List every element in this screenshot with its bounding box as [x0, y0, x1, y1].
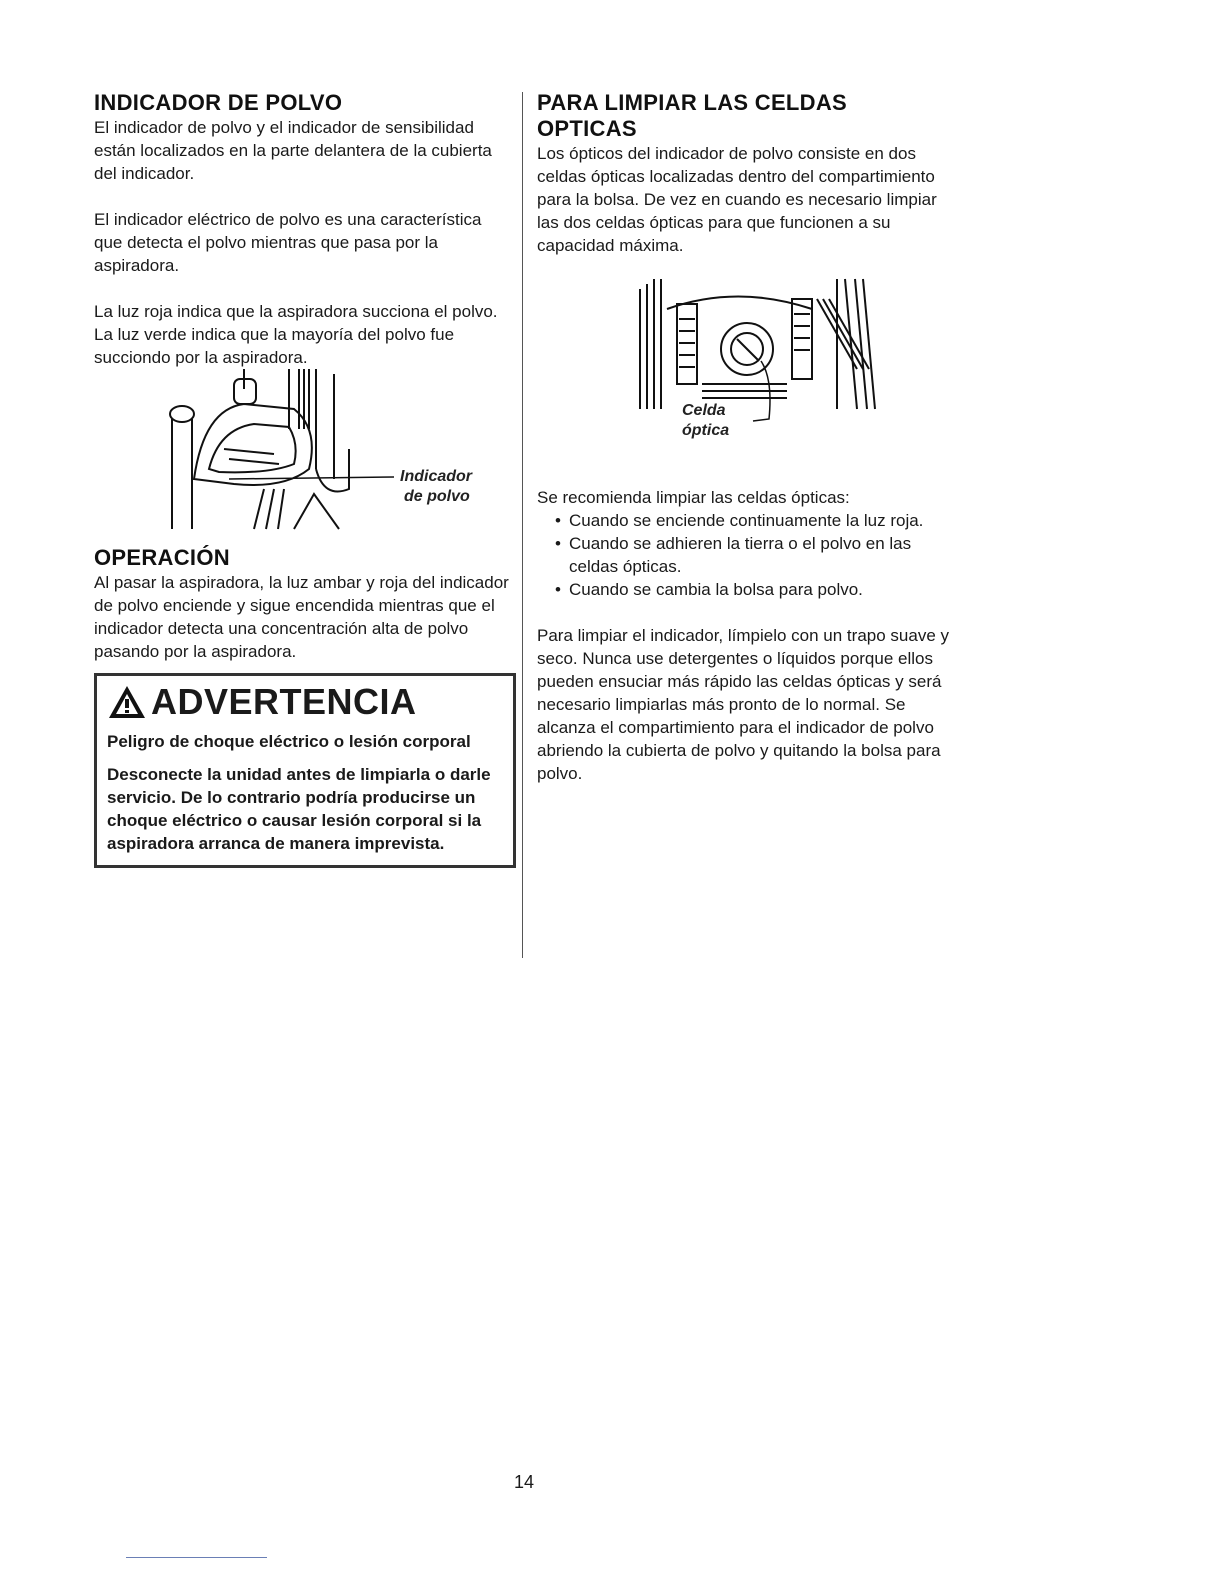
page-number: 14 [514, 1472, 535, 1492]
paragraph-recommendation-intro: Se recomienda limpiar las celdas ópticas: [537, 488, 850, 507]
figure-label-dust-indicator: Indicador de polvo [400, 468, 473, 505]
vacuum-illustration [94, 369, 394, 539]
section-heading-dust-indicator: INDICADOR DE POLVO [94, 90, 343, 115]
paragraph-location: El indicador de polvo y el indicador de sensibilidad están localizados en la parte delantera de la cubierta del indicador. [94, 118, 492, 183]
warning-box [94, 673, 516, 868]
recommendation-list [537, 509, 957, 601]
section-heading-operation: OPERACIÓN [94, 545, 230, 570]
left-column [94, 90, 512, 868]
warning-triangle-icon [107, 684, 147, 720]
list-item: • Cuando se enciende continuamente la luz roja. [555, 509, 957, 532]
warning-instruction-text: Desconecte la unidad antes de limpiarla o darle servicio. De lo contrario podría producirse un choque eléctrico o causar lesión corporal si la aspiradora arranca de manera imprevista. [107, 765, 491, 853]
paragraph-feature: El indicador eléctrico de polvo es una característica que detecta el polvo mientras que pasa por la aspiradora. [94, 210, 482, 275]
paragraph-cleaning: Para limpiar el indicador, límpielo con un trapo suave y seco. Nunca use detergentes o líquidos porque ellos pueden ensuciar más rápido las celdas ópticas y será necesario limpiarlas más pronto de lo normal. Se alcanza el compartimiento para el indicador de polvo abriendo la cubierta de polvo y quitando la bolsa para polvo. [537, 626, 949, 783]
right-column [537, 90, 957, 785]
warning-title: ADVERTENCIA [107, 680, 503, 724]
paragraph-lights: La luz roja indica que la aspiradora succiona el polvo. La luz verde indica que la mayoría del polvo fue succiondo por la aspiradora. [94, 302, 498, 367]
warning-hazard-text: Peligro de choque eléctrico o lesión corporal [107, 732, 471, 751]
optical-cell-illustration [537, 269, 957, 429]
footer-rule [126, 1557, 267, 1558]
optical-cell-figure [537, 269, 957, 484]
column-divider [522, 92, 523, 958]
figure-label-optical-cell: Celda óptica [682, 402, 730, 439]
list-item: • Cuando se adhieren la tierra o el polvo en las celdas ópticas. [555, 532, 957, 578]
section-heading-clean-optical-cells: PARA LIMPIAR LAS CELDAS OPTICAS [537, 90, 848, 141]
dust-indicator-figure [94, 369, 512, 539]
list-item: • Cuando se cambia la bolsa para polvo. [555, 578, 957, 601]
paragraph-optical-intro: Los ópticos del indicador de polvo consiste en dos celdas ópticas localizadas dentro del compartimiento para la bolsa. De vez en cuando es necesario limpiar las dos celdas ópticas para que funcionen a su capacidad máxima. [537, 144, 937, 255]
paragraph-operation: Al pasar la aspiradora, la luz ambar y roja del indicador de polvo enciende y sigue encendida mientras que el indicador detecta una concentración alta de polvo pasando por la aspiradora. [94, 573, 509, 661]
